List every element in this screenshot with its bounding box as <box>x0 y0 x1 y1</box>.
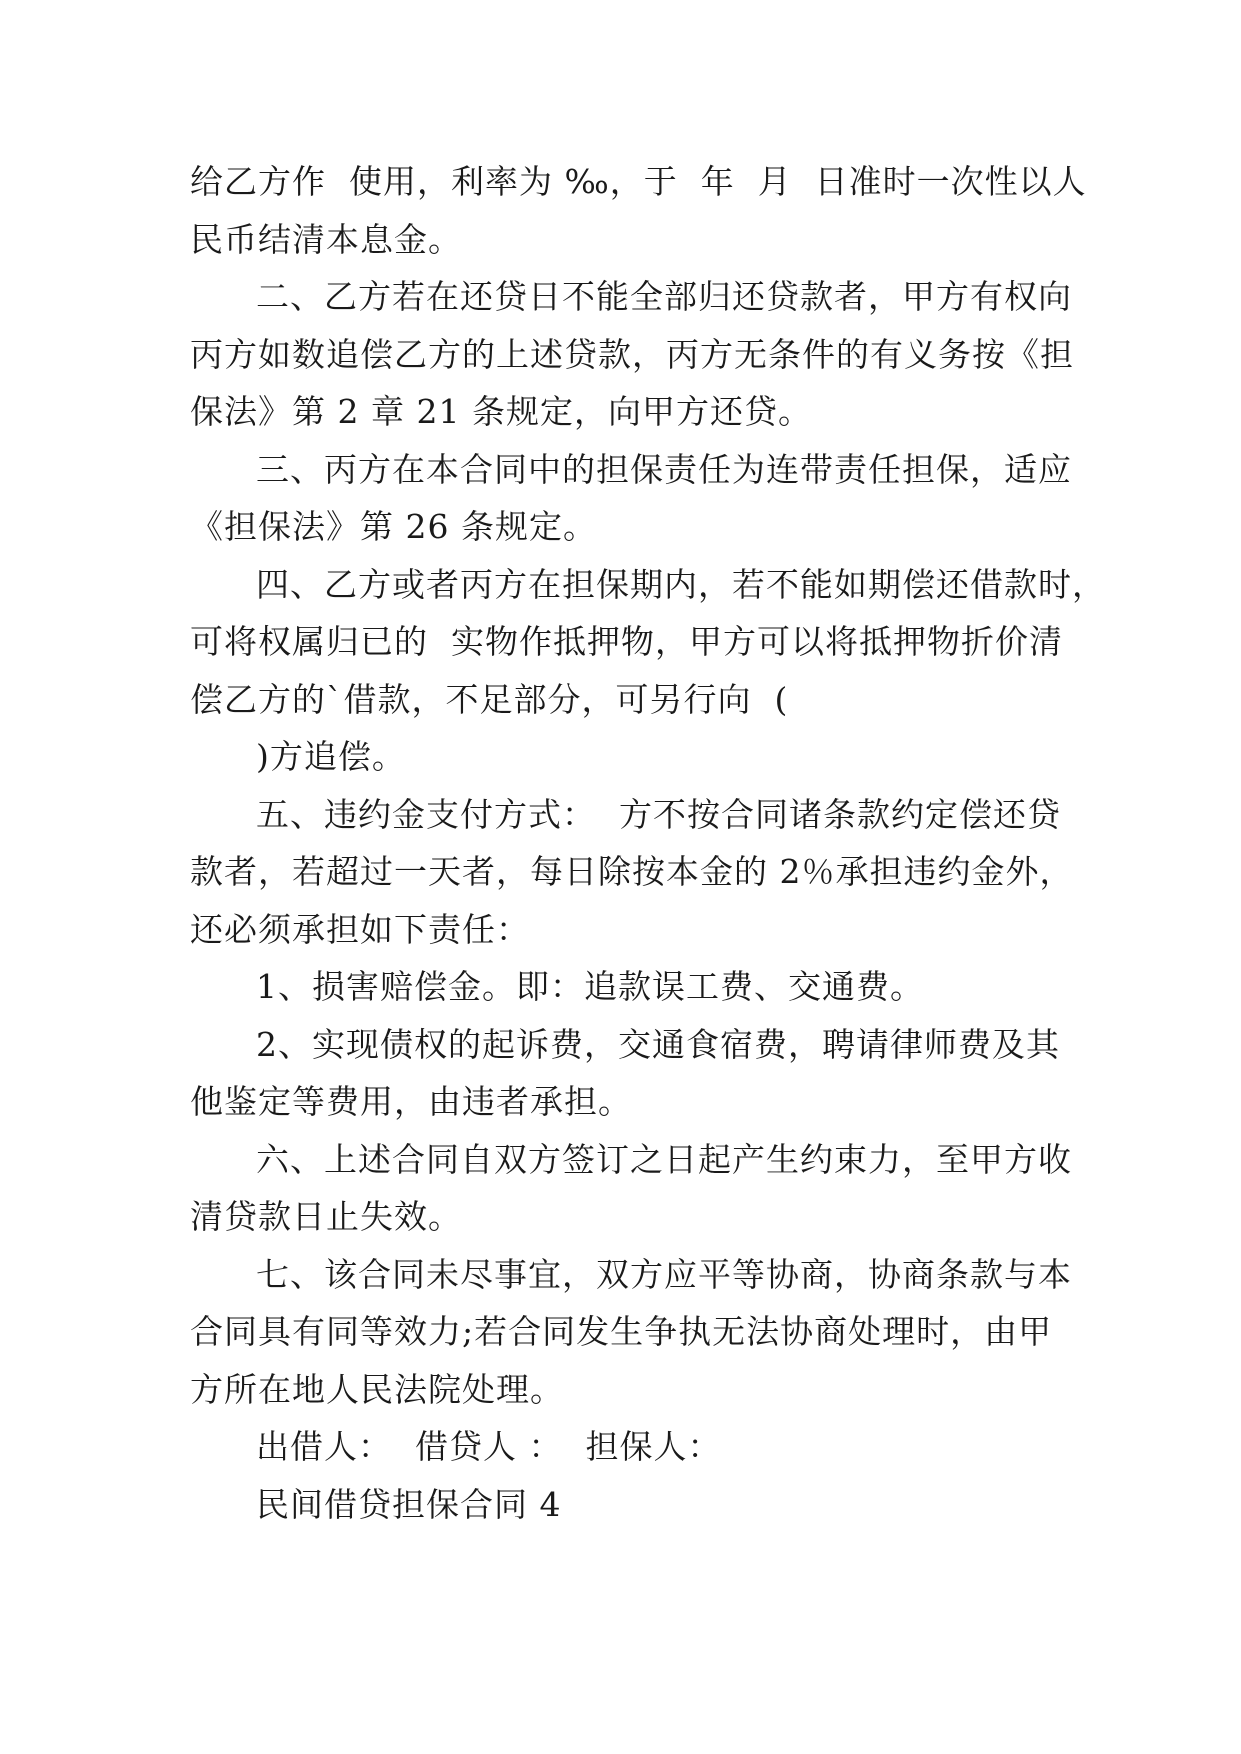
text-line: 合同具有同等效力;若合同发生争执无法协商处理时，由甲 <box>190 1312 1053 1351</box>
clause-6-line: 六、上述合同自双方签订之日起产生约束力，至甲方收 <box>256 1139 1072 1179</box>
clause-3-line: 三、丙方在本合同中的担保责任为连带责任担保，适应 <box>256 449 1072 489</box>
text-line: )方追偿。 <box>256 737 406 776</box>
text-line: 偿乙方的`借款，不足部分，可另行向 ( <box>190 679 789 719</box>
text-line: 丙方如数追偿乙方的上述贷款，丙方无条件的有义务按《担 <box>190 334 1074 374</box>
text-line: 保法》第 2 章 21 条规定，向甲方还贷。 <box>190 392 812 431</box>
text-line: 款者，若超过一天者，每日除按本金的 2％承担违约金外， <box>190 852 1074 891</box>
clause-2-line: 二、乙方若在还贷日不能全部归还贷款者，甲方有权向 <box>256 277 1072 316</box>
text-line: 他鉴定等费用，由违者承担。 <box>190 1082 632 1121</box>
text-line: 可将权属归已的 实物作抵押物，甲方可以将抵押物折价清 <box>190 622 1063 661</box>
text-line: 清贷款日止失效。 <box>190 1197 462 1236</box>
sub-item-1-line: 1、损害赔偿金。即：追款误工费、交通费。 <box>256 967 924 1006</box>
signature-line: 出借人： 借贷人 ： 担保人： <box>256 1427 722 1466</box>
clause-5-line: 五、违约金支付方式： 方不按合同诸条款约定偿还贷 <box>256 794 1061 834</box>
clause-7-line: 七、该合同未尽事宜，双方应平等协商，协商条款与本 <box>256 1254 1072 1294</box>
text-line: 民币结清本息金。 <box>190 219 462 259</box>
sub-item-2-line: 2、实现债权的起诉费，交通食宿费，聘请律师费及其 <box>256 1024 1060 1064</box>
text-line: 给乙方作 使用，利率为 ‰，于 年 月 日准时一次性以人 <box>190 162 1087 201</box>
text-line: 方所在地人民法院处理。 <box>190 1369 564 1409</box>
section-heading: 民间借贷担保合同 4 <box>256 1484 562 1524</box>
contract-text <box>190 153 1106 1533</box>
text-line: 还必须承担如下责任： <box>190 909 530 949</box>
clause-4-line: 四、乙方或者丙方在担保期内，若不能如期偿还借款时， <box>256 564 1106 604</box>
text-line: 《担保法》第 26 条规定。 <box>190 507 597 546</box>
